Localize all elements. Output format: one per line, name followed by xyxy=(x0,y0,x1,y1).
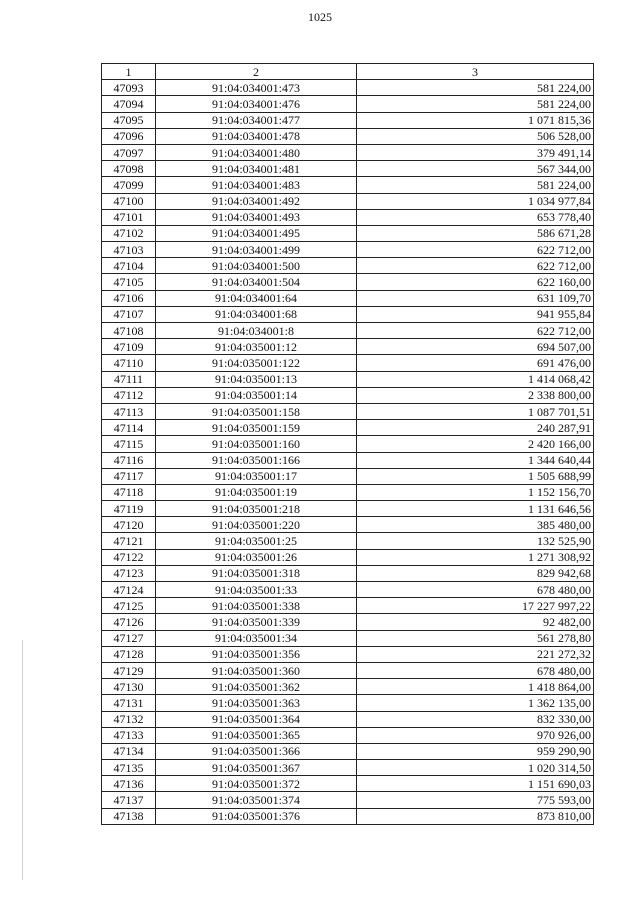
value-cell: 586 671,28 xyxy=(357,225,594,241)
row-number-cell: 47108 xyxy=(102,323,156,339)
column-header-value: 3 xyxy=(357,64,594,80)
value-cell: 92 482,00 xyxy=(357,614,594,630)
table-row xyxy=(102,258,594,274)
column-header-cadastral: 2 xyxy=(156,64,357,80)
row-number-cell: 47098 xyxy=(102,161,156,177)
table-row xyxy=(102,808,594,824)
table-row xyxy=(102,727,594,743)
table-row xyxy=(102,225,594,241)
table-row xyxy=(102,242,594,258)
row-number-cell: 47105 xyxy=(102,274,156,290)
value-cell: 678 480,00 xyxy=(357,662,594,678)
cadastral-number-cell: 91:04:035001:159 xyxy=(156,420,357,436)
row-number-cell: 47130 xyxy=(102,679,156,695)
value-cell: 1 271 308,92 xyxy=(357,549,594,565)
value-cell: 622 712,00 xyxy=(357,242,594,258)
cadastral-number-cell: 91:04:035001:13 xyxy=(156,371,357,387)
value-cell: 561 278,80 xyxy=(357,630,594,646)
cadastral-number-cell: 91:04:034001:64 xyxy=(156,290,357,306)
cadastral-number-cell: 91:04:034001:499 xyxy=(156,242,357,258)
row-number-cell: 47107 xyxy=(102,306,156,322)
cadastral-number-cell: 91:04:034001:493 xyxy=(156,209,357,225)
value-cell: 385 480,00 xyxy=(357,517,594,533)
table-row xyxy=(102,355,594,371)
value-cell: 653 778,40 xyxy=(357,209,594,225)
table-row xyxy=(102,565,594,581)
table-row xyxy=(102,468,594,484)
table-row xyxy=(102,128,594,144)
value-cell: 1 131 646,56 xyxy=(357,501,594,517)
row-number-cell: 47101 xyxy=(102,209,156,225)
table-row xyxy=(102,387,594,403)
table-row xyxy=(102,290,594,306)
value-cell: 873 810,00 xyxy=(357,808,594,824)
cadastral-number-cell: 91:04:035001:17 xyxy=(156,468,357,484)
row-number-cell: 47096 xyxy=(102,128,156,144)
value-cell: 581 224,00 xyxy=(357,80,594,96)
cadastral-number-cell: 91:04:035001:362 xyxy=(156,679,357,695)
cadastral-number-cell: 91:04:034001:478 xyxy=(156,128,357,144)
table-row xyxy=(102,177,594,193)
row-number-cell: 47112 xyxy=(102,387,156,403)
value-cell: 622 712,00 xyxy=(357,323,594,339)
table-row xyxy=(102,144,594,160)
cadastral-number-cell: 91:04:035001:318 xyxy=(156,565,357,581)
table-row xyxy=(102,274,594,290)
table-row xyxy=(102,112,594,128)
table-row xyxy=(102,436,594,452)
row-number-cell: 47131 xyxy=(102,695,156,711)
cadastral-number-cell: 91:04:034001:476 xyxy=(156,96,357,112)
cadastral-number-cell: 91:04:035001:25 xyxy=(156,533,357,549)
value-cell: 678 480,00 xyxy=(357,582,594,598)
table-row xyxy=(102,776,594,792)
cadastral-number-cell: 91:04:035001:19 xyxy=(156,484,357,500)
table-row xyxy=(102,533,594,549)
table-header xyxy=(102,64,594,80)
value-cell: 691 476,00 xyxy=(357,355,594,371)
value-cell: 379 491,14 xyxy=(357,144,594,160)
value-cell: 959 290,90 xyxy=(357,743,594,759)
value-cell: 631 109,70 xyxy=(357,290,594,306)
value-cell: 1 152 156,70 xyxy=(357,484,594,500)
value-cell: 1 034 977,84 xyxy=(357,193,594,209)
row-number-cell: 47138 xyxy=(102,808,156,824)
column-header-number: 1 xyxy=(102,64,156,80)
value-cell: 506 528,00 xyxy=(357,128,594,144)
cadastral-number-cell: 91:04:034001:68 xyxy=(156,306,357,322)
cadastral-number-cell: 91:04:035001:14 xyxy=(156,387,357,403)
row-number-cell: 47128 xyxy=(102,646,156,662)
table-row xyxy=(102,452,594,468)
table-row xyxy=(102,501,594,517)
value-cell: 1 020 314,50 xyxy=(357,760,594,776)
row-number-cell: 47111 xyxy=(102,371,156,387)
table-row xyxy=(102,306,594,322)
cadastral-number-cell: 91:04:034001:504 xyxy=(156,274,357,290)
cadastral-number-cell: 91:04:034001:483 xyxy=(156,177,357,193)
table-row xyxy=(102,193,594,209)
value-cell: 775 593,00 xyxy=(357,792,594,808)
row-number-cell: 47097 xyxy=(102,144,156,160)
row-number-cell: 47134 xyxy=(102,743,156,759)
table-row xyxy=(102,420,594,436)
table-row xyxy=(102,646,594,662)
value-cell: 694 507,00 xyxy=(357,339,594,355)
value-cell: 132 525,90 xyxy=(357,533,594,549)
row-number-cell: 47123 xyxy=(102,565,156,581)
value-cell: 1 151 690,03 xyxy=(357,776,594,792)
cadastral-number-cell: 91:04:034001:480 xyxy=(156,144,357,160)
value-cell: 622 160,00 xyxy=(357,274,594,290)
row-number-cell: 47102 xyxy=(102,225,156,241)
row-number-cell: 47104 xyxy=(102,258,156,274)
row-number-cell: 47133 xyxy=(102,727,156,743)
table-row xyxy=(102,517,594,533)
table-row xyxy=(102,679,594,695)
cadastral-number-cell: 91:04:034001:492 xyxy=(156,193,357,209)
row-number-cell: 47120 xyxy=(102,517,156,533)
cadastral-number-cell: 91:04:035001:12 xyxy=(156,339,357,355)
registry-table xyxy=(101,63,594,825)
value-cell: 1 362 135,00 xyxy=(357,695,594,711)
value-cell: 567 344,00 xyxy=(357,161,594,177)
cadastral-number-cell: 91:04:035001:360 xyxy=(156,662,357,678)
row-number-cell: 47115 xyxy=(102,436,156,452)
row-number-cell: 47110 xyxy=(102,355,156,371)
value-cell: 832 330,00 xyxy=(357,711,594,727)
row-number-cell: 47093 xyxy=(102,80,156,96)
value-cell: 581 224,00 xyxy=(357,96,594,112)
value-cell: 581 224,00 xyxy=(357,177,594,193)
cadastral-number-cell: 91:04:035001:376 xyxy=(156,808,357,824)
row-number-cell: 47121 xyxy=(102,533,156,549)
row-number-cell: 47117 xyxy=(102,468,156,484)
row-number-cell: 47095 xyxy=(102,112,156,128)
row-number-cell: 47122 xyxy=(102,549,156,565)
table-row xyxy=(102,695,594,711)
table-row xyxy=(102,323,594,339)
table-row xyxy=(102,662,594,678)
cadastral-number-cell: 91:04:035001:374 xyxy=(156,792,357,808)
row-number-cell: 47094 xyxy=(102,96,156,112)
value-cell: 1 087 701,51 xyxy=(357,403,594,419)
table-row xyxy=(102,792,594,808)
table-row xyxy=(102,96,594,112)
row-number-cell: 47109 xyxy=(102,339,156,355)
cadastral-number-cell: 91:04:035001:166 xyxy=(156,452,357,468)
row-number-cell: 47116 xyxy=(102,452,156,468)
value-cell: 622 712,00 xyxy=(357,258,594,274)
table-body xyxy=(102,80,594,825)
row-number-cell: 47106 xyxy=(102,290,156,306)
row-number-cell: 47132 xyxy=(102,711,156,727)
table-row xyxy=(102,549,594,565)
table-row xyxy=(102,209,594,225)
row-number-cell: 47103 xyxy=(102,242,156,258)
cadastral-number-cell: 91:04:035001:366 xyxy=(156,743,357,759)
cadastral-number-cell: 91:04:034001:8 xyxy=(156,323,357,339)
row-number-cell: 47099 xyxy=(102,177,156,193)
table-row xyxy=(102,339,594,355)
table-row xyxy=(102,598,594,614)
scan-artifact-line xyxy=(22,640,23,880)
value-cell: 829 942,68 xyxy=(357,565,594,581)
table-row xyxy=(102,630,594,646)
table-row xyxy=(102,161,594,177)
row-number-cell: 47113 xyxy=(102,403,156,419)
table-row xyxy=(102,403,594,419)
row-number-cell: 47126 xyxy=(102,614,156,630)
cadastral-number-cell: 91:04:034001:473 xyxy=(156,80,357,96)
value-cell: 17 227 997,22 xyxy=(357,598,594,614)
cadastral-number-cell: 91:04:035001:160 xyxy=(156,436,357,452)
cadastral-number-cell: 91:04:035001:338 xyxy=(156,598,357,614)
value-cell: 1 505 688,99 xyxy=(357,468,594,484)
row-number-cell: 47119 xyxy=(102,501,156,517)
row-number-cell: 47127 xyxy=(102,630,156,646)
cadastral-number-cell: 91:04:035001:365 xyxy=(156,727,357,743)
value-cell: 221 272,32 xyxy=(357,646,594,662)
cadastral-number-cell: 91:04:034001:477 xyxy=(156,112,357,128)
cadastral-number-cell: 91:04:035001:363 xyxy=(156,695,357,711)
value-cell: 1 418 864,00 xyxy=(357,679,594,695)
value-cell: 2 420 166,00 xyxy=(357,436,594,452)
table-row xyxy=(102,582,594,598)
cadastral-number-cell: 91:04:034001:481 xyxy=(156,161,357,177)
cadastral-number-cell: 91:04:035001:122 xyxy=(156,355,357,371)
cadastral-number-cell: 91:04:035001:33 xyxy=(156,582,357,598)
table-row xyxy=(102,743,594,759)
table-row xyxy=(102,371,594,387)
row-number-cell: 47124 xyxy=(102,582,156,598)
cadastral-number-cell: 91:04:035001:26 xyxy=(156,549,357,565)
cadastral-number-cell: 91:04:035001:218 xyxy=(156,501,357,517)
row-number-cell: 47100 xyxy=(102,193,156,209)
value-cell: 970 926,00 xyxy=(357,727,594,743)
page-number: 1025 xyxy=(308,10,332,24)
cadastral-number-cell: 91:04:035001:372 xyxy=(156,776,357,792)
header-row xyxy=(102,64,594,80)
row-number-cell: 47129 xyxy=(102,662,156,678)
row-number-cell: 47125 xyxy=(102,598,156,614)
table-row xyxy=(102,711,594,727)
cadastral-number-cell: 91:04:034001:500 xyxy=(156,258,357,274)
cadastral-number-cell: 91:04:035001:339 xyxy=(156,614,357,630)
value-cell: 240 287,91 xyxy=(357,420,594,436)
value-cell: 2 338 800,00 xyxy=(357,387,594,403)
row-number-cell: 47118 xyxy=(102,484,156,500)
row-number-cell: 47137 xyxy=(102,792,156,808)
value-cell: 941 955,84 xyxy=(357,306,594,322)
value-cell: 1 414 068,42 xyxy=(357,371,594,387)
table-row xyxy=(102,614,594,630)
cadastral-number-cell: 91:04:035001:34 xyxy=(156,630,357,646)
cadastral-number-cell: 91:04:035001:364 xyxy=(156,711,357,727)
row-number-cell: 47135 xyxy=(102,760,156,776)
cadastral-number-cell: 91:04:034001:495 xyxy=(156,225,357,241)
table-row xyxy=(102,484,594,500)
value-cell: 1 344 640,44 xyxy=(357,452,594,468)
value-cell: 1 071 815,36 xyxy=(357,112,594,128)
cadastral-number-cell: 91:04:035001:367 xyxy=(156,760,357,776)
cadastral-number-cell: 91:04:035001:356 xyxy=(156,646,357,662)
cadastral-number-cell: 91:04:035001:220 xyxy=(156,517,357,533)
table-row xyxy=(102,760,594,776)
row-number-cell: 47136 xyxy=(102,776,156,792)
cadastral-number-cell: 91:04:035001:158 xyxy=(156,403,357,419)
table-row xyxy=(102,80,594,96)
row-number-cell: 47114 xyxy=(102,420,156,436)
